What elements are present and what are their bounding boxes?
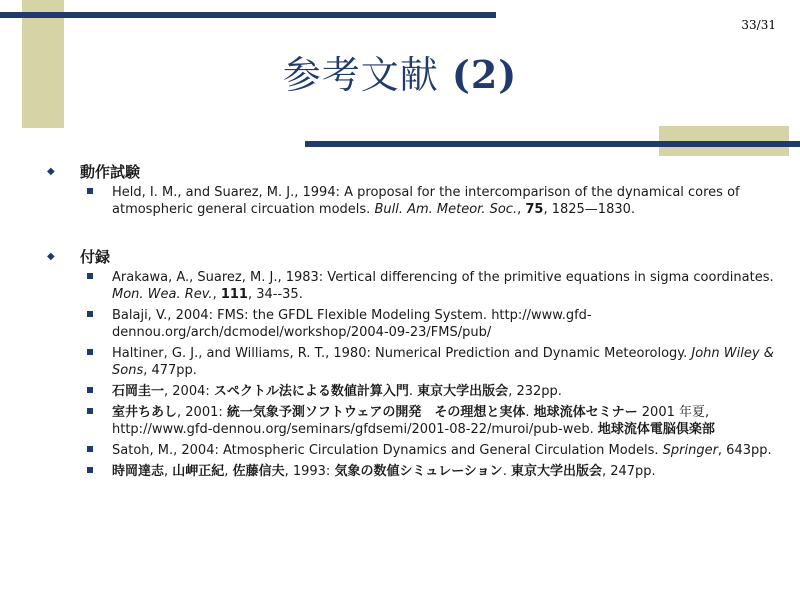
reference-text-run: John Wiley & Sons <box>112 346 774 378</box>
reference-text-run: , <box>224 464 233 479</box>
reference-text <box>112 464 656 479</box>
reference-text-run: 気象の数値シミュレーション <box>334 464 503 479</box>
square-bullet-icon <box>87 188 93 194</box>
reference-item <box>40 345 780 379</box>
reference-text <box>112 443 772 458</box>
reference-text-run: Arakawa, A., Suarez, M. J., 1983: Vertical differencing of the primitive equations in sigma coordinates. <box>112 270 774 285</box>
reference-text-run: 統一気象予測ソフトウェアの開発 その理想と実体 <box>226 405 526 420</box>
reference-text-run: Mon. Wea. Rev. <box>112 287 213 302</box>
reference-text-run: 2001 年夏, http://www.gfd-dennou.org/seminars/gfdsemi/2001-08-22/muroi/pub-web. <box>112 405 710 437</box>
reference-text <box>112 405 715 437</box>
reference-item <box>40 269 780 303</box>
reference-item <box>40 307 780 341</box>
reference-text-run: 東京大学出版会 <box>417 384 509 399</box>
reference-text-run: . <box>502 464 511 479</box>
reference-text-run: , 643pp. <box>717 443 772 458</box>
reference-text-run: , <box>212 287 221 302</box>
reference-text-run: , 232pp. <box>508 384 562 399</box>
reference-item <box>40 184 780 218</box>
slide-title-text: 参考文献 <box>282 53 439 97</box>
section-heading-text: 付録 <box>80 248 111 266</box>
reference-text-run: , 1825—1830. <box>543 202 636 217</box>
square-bullet-icon <box>87 446 93 452</box>
reference-text-run: スペクトル法による数値計算入門 <box>213 384 409 399</box>
reference-list <box>40 269 780 480</box>
square-bullet-icon <box>87 467 93 473</box>
reference-text-run: , 2001: <box>177 405 227 420</box>
section-heading <box>40 162 780 182</box>
reference-text-run: Satoh, M., 2004: Atmospheric Circulation Dynamics and General Circulation Models. <box>112 443 663 458</box>
reference-text-run: , 34--35. <box>247 287 303 302</box>
section-dynamical-core-test <box>40 162 780 222</box>
reference-text-run: 111 <box>220 287 248 302</box>
reference-text-run: 地球流体セミナー <box>533 405 638 420</box>
square-bullet-icon <box>87 311 93 317</box>
reference-text-run: 佐藤信夫 <box>232 464 285 479</box>
decorative-line-top <box>0 12 496 18</box>
section-heading-text: 動作試験 <box>80 163 141 181</box>
reference-text-run: Held, I. M., and Suarez, M. J., 1994: A proposal for the intercomparison of the dynamical cores of atmospheric general circuation models. <box>112 185 740 217</box>
slide-title <box>0 44 800 99</box>
reference-text <box>112 270 774 302</box>
square-bullet-icon <box>87 387 93 393</box>
square-bullet-icon <box>87 349 93 355</box>
square-bullet-icon <box>87 273 93 279</box>
reference-text-run: , 1993: <box>284 464 335 479</box>
reference-text <box>112 308 592 340</box>
page-number: 33/31 <box>741 18 776 32</box>
section-appendix <box>40 247 780 484</box>
reference-text-run: 75 <box>525 202 544 217</box>
reference-text-run: . <box>525 405 534 420</box>
reference-text-run: Balaji, V., 2004: FMS: the GFDL Flexible Modeling System. http://www.gfd-dennou.org/arch/dcmodel/workshop/2004-09-23/FMS/pub/ <box>112 308 592 340</box>
slide-title-number: (2) <box>451 52 518 97</box>
section-heading <box>40 247 780 267</box>
decorative-line-right <box>305 141 800 147</box>
square-bullet-icon <box>87 408 93 414</box>
reference-item <box>40 383 780 400</box>
reference-text <box>112 185 740 217</box>
reference-list <box>40 184 780 218</box>
reference-text-run: , 247pp. <box>601 464 656 479</box>
reference-text-run: 時岡達志 <box>112 464 165 479</box>
reference-text <box>112 346 774 378</box>
diamond-bullet-icon: ◆ <box>47 166 55 177</box>
reference-item <box>40 442 780 459</box>
reference-text-run: 室井ちあし <box>112 405 178 420</box>
reference-text-run: Bull. Am. Meteor. Soc. <box>374 202 518 217</box>
reference-text-run: , 2004: <box>164 384 214 399</box>
reference-text-run: 地球流体電脳倶楽部 <box>597 422 715 437</box>
reference-text-run: , 477pp. <box>143 363 197 378</box>
reference-text <box>112 384 562 399</box>
reference-item <box>40 404 780 438</box>
diamond-bullet-icon: ◆ <box>47 251 55 262</box>
reference-text-run: 山岬正紀 <box>172 464 225 479</box>
reference-text-run: Springer <box>662 443 718 458</box>
reference-item <box>40 463 780 480</box>
reference-text-run: 東京大学出版会 <box>510 464 602 479</box>
reference-text-run: Haltiner, G. J., and Williams, R. T., 1980: Numerical Prediction and Dynamic Meteorology. <box>112 346 692 361</box>
reference-text-run: 石岡圭一 <box>112 384 165 399</box>
reference-text-run: , <box>517 202 526 217</box>
reference-text-run: . <box>408 384 418 399</box>
reference-text-run: , <box>164 464 173 479</box>
